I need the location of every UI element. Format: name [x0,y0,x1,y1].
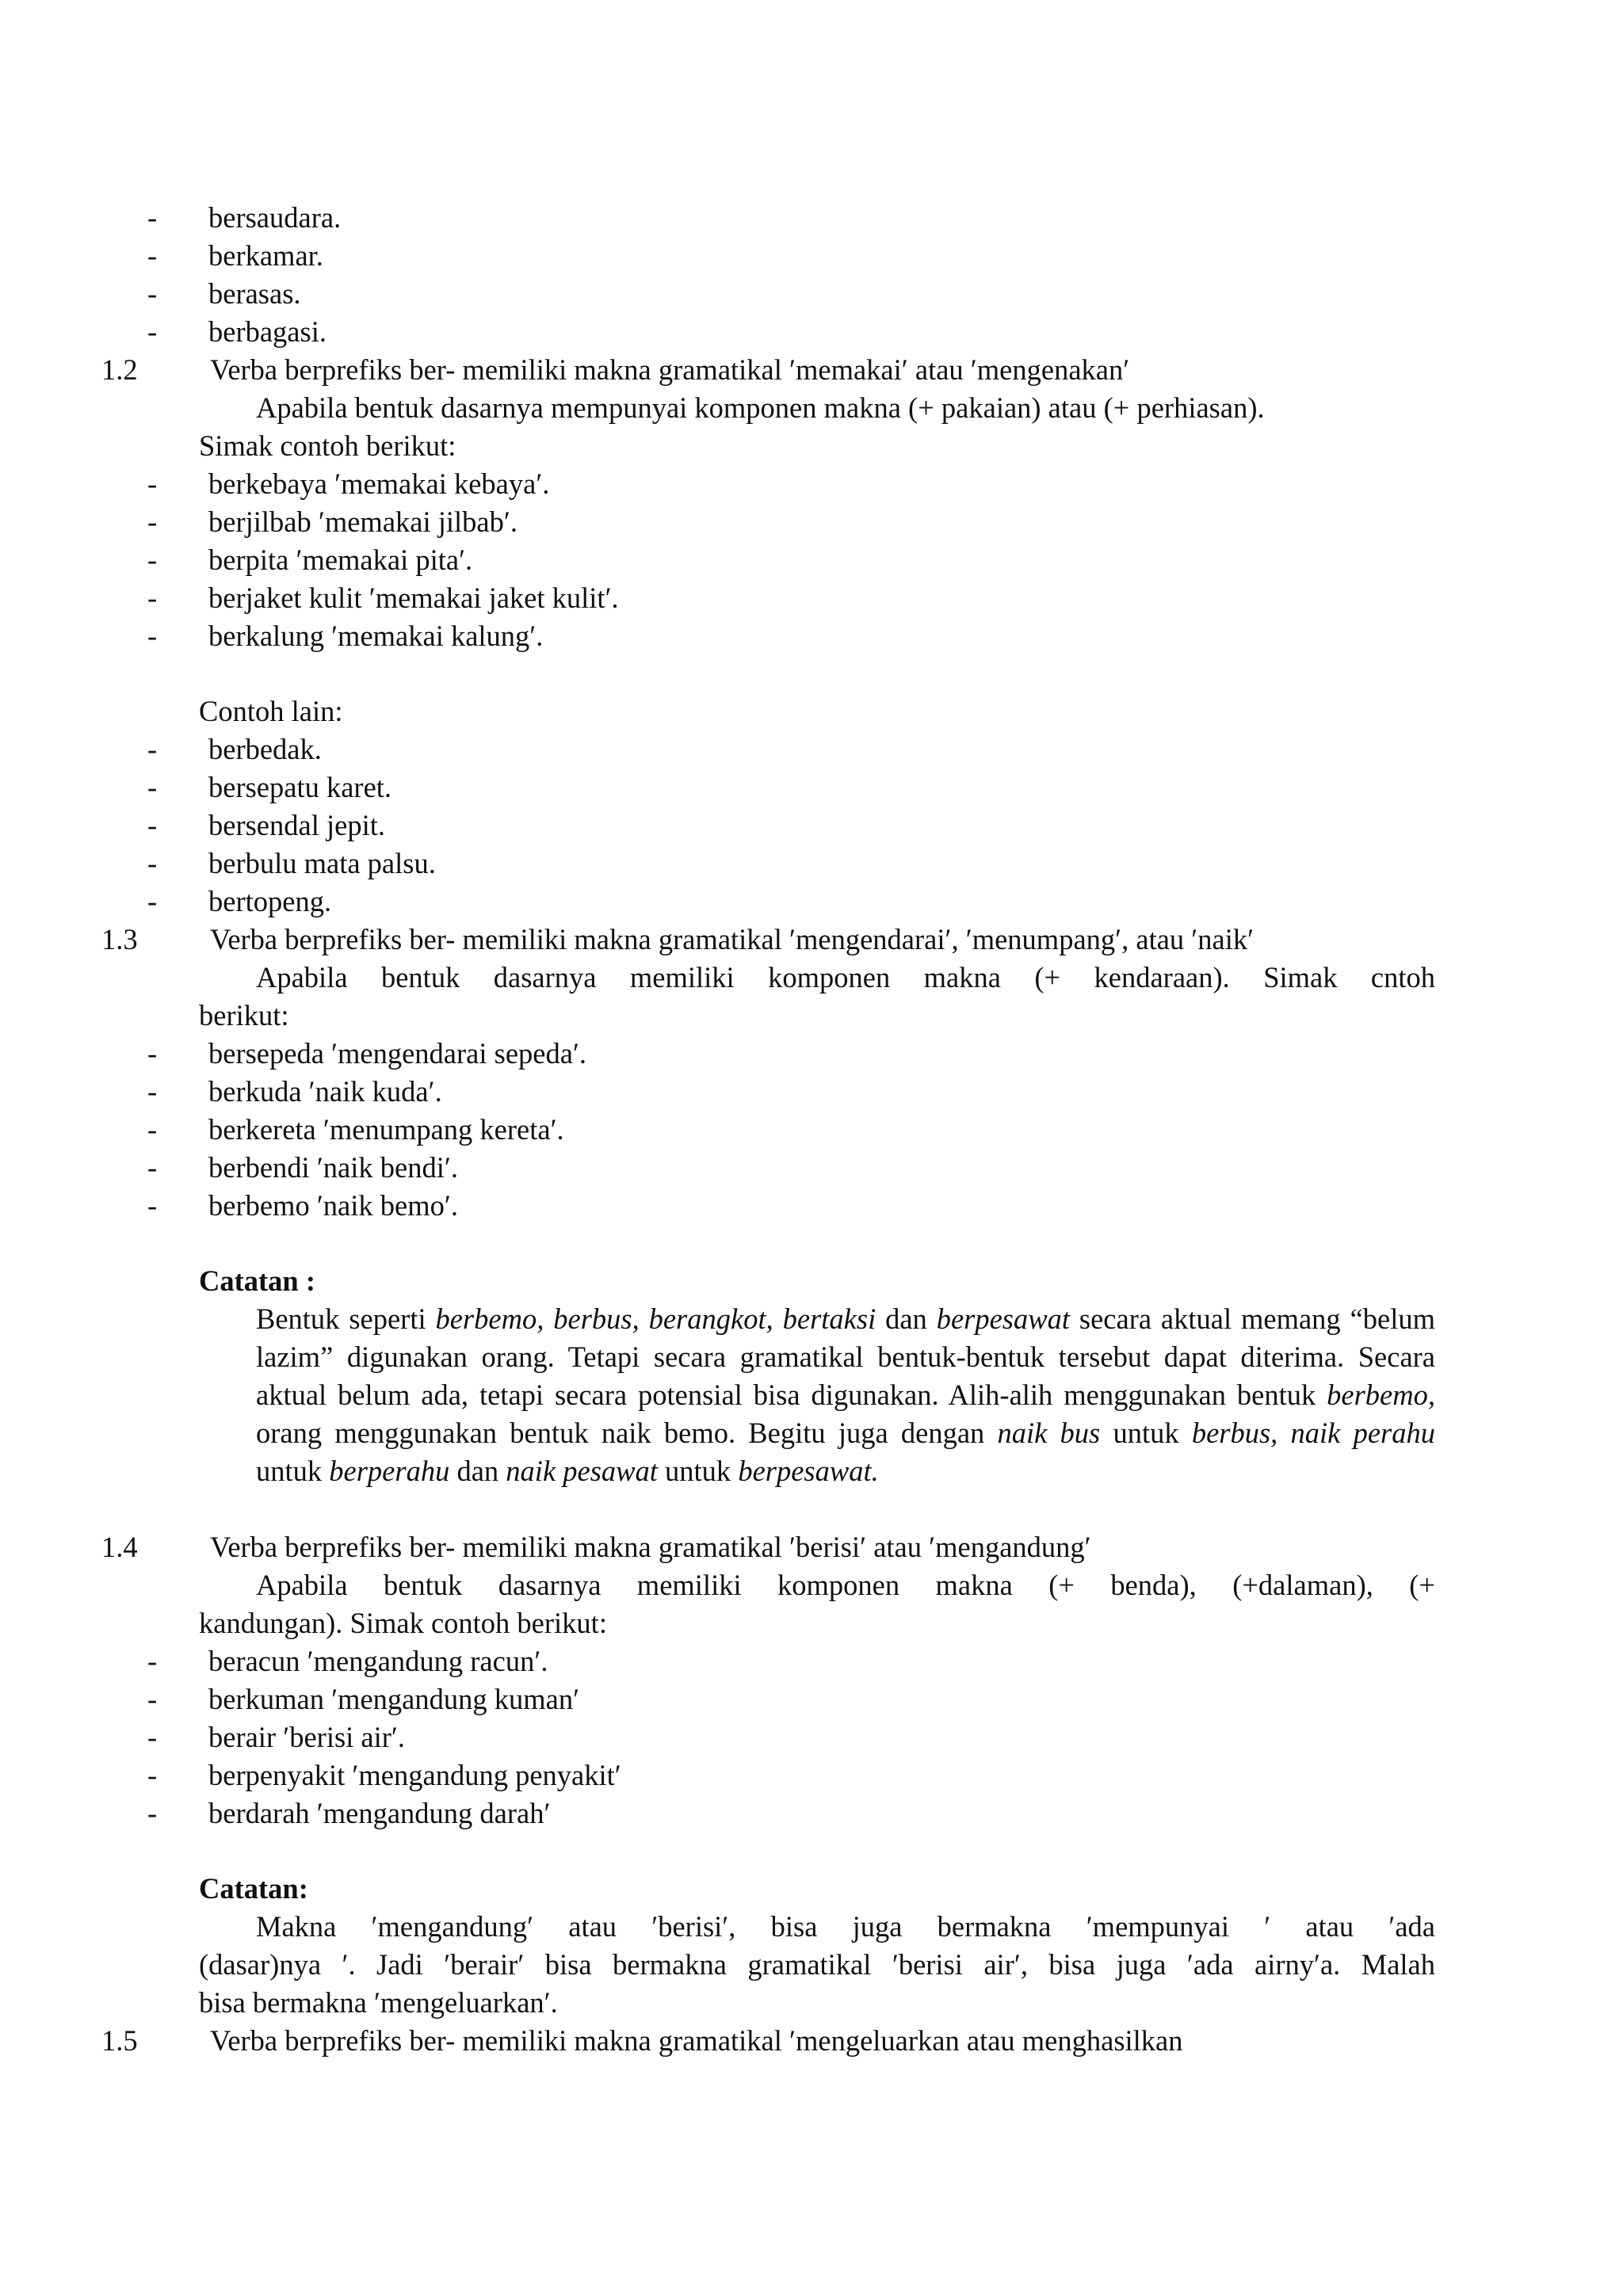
section-title: Verba berprefiks ber- memiliki makna gramatikal ′berisi′ atau ′mengandung′ [210,1531,1091,1563]
list-item: berbulu mata palsu. [208,847,436,879]
section-number: 1.4 [101,1531,138,1563]
bullet-dash: - [147,201,158,234]
paragraph-line: berikut: [199,999,289,1032]
bullet-dash: - [147,1189,158,1222]
bullet-dash: - [147,771,158,803]
list-item: berjaket kulit ′memakai jaket kulit′. [208,582,619,614]
paragraph-line: Apabila bentuk dasarnya memiliki komponen makna (+ kendaraan). Simak cntoh [256,961,1435,994]
note-line: Makna ′mengandung′ atau ′berisi′, bisa juga bermakna ′mempunyai ′ atau ′ada [256,1910,1435,1943]
paragraph-line: Simak contoh berikut: [199,429,456,462]
list-item: berkalung ′memakai kalung′. [208,620,544,652]
bullet-dash: - [147,733,158,765]
list-item: beracun ′mengandung racun′. [208,1645,548,1677]
section-number: 1.5 [101,2024,138,2057]
list-item: berbendi ′naik bendi′. [208,1151,458,1184]
paragraph-line: Apabila bentuk dasarnya mempunyai komponen makna (+ pakaian) atau (+ perhiasan). [256,391,1265,424]
bullet-dash: - [147,277,158,310]
list-item: berbemo ′naik bemo′. [208,1189,458,1222]
list-item: berasas. [208,277,301,310]
list-item: berkuda ′naik kuda′. [208,1075,442,1108]
bullet-dash: - [147,847,158,879]
list-item: bersepeda ′mengendarai sepeda′. [208,1037,587,1070]
note-paragraph [199,1300,1435,1490]
bullet-dash: - [147,1151,158,1184]
bullet-dash: - [147,1645,158,1677]
example-label: Contoh lain: [199,695,343,727]
list-item: berbagasi. [208,315,327,348]
list-item: bertopeng. [208,885,332,917]
bullet-dash: - [147,1075,158,1108]
list-item: berpita ′memakai pita′. [208,543,473,576]
list-item: berdarah ′mengandung darah′ [208,1797,551,1829]
note-paragraph [199,1908,1435,2022]
note-title: Catatan: [199,1872,308,1905]
bullet-dash: - [147,315,158,348]
section-paragraph [199,959,1435,1035]
section-number: 1.2 [101,353,138,386]
bullet-dash: - [147,1683,158,1715]
list-item: berkamar. [208,239,323,272]
bullet-dash: - [147,1721,158,1753]
bullet-dash: - [147,885,158,917]
section-paragraph [199,1566,1435,1642]
note-line: bisa bermakna ′mengeluarkan′. [199,1986,558,2019]
list-item: berair ′berisi air′. [208,1721,406,1753]
bullet-dash: - [147,809,158,841]
section-title: Verba berprefiks ber- memiliki makna gramatikal ′mengendarai′, ′menumpang′, atau ′naik′ [210,923,1254,955]
section-number: 1.3 [101,923,138,955]
paragraph-line: Apabila bentuk dasarnya memiliki komponen makna (+ benda), (+dalaman), (+ [256,1569,1435,1601]
section-paragraph [199,389,1435,465]
bullet-dash: - [147,620,158,652]
section-title: Verba berprefiks ber- memiliki makna gramatikal ′memakai′ atau ′mengenakan′ [210,353,1130,386]
paragraph-line: kandungan). Simak contoh berikut: [199,1607,607,1639]
note-title: Catatan : [199,1264,315,1297]
list-item: berpenyakit ′mengandung penyakit′ [208,1759,621,1791]
list-item: bersepatu karet. [208,771,392,803]
list-item: berjilbab ′memakai jilbab′. [208,505,517,538]
list-item: bersendal jepit. [208,809,385,841]
bullet-dash: - [147,582,158,614]
note-line: (dasar)nya ′. Jadi ′berair′ bisa bermakna gramatikal ′berisi air′, bisa juga ′ada airny′a. Malah [199,1948,1435,1981]
list-item: bersaudara. [208,201,342,234]
list-item: berkuman ′mengandung kuman′ [208,1683,580,1715]
bullet-dash: - [147,505,158,538]
bullet-dash: - [147,543,158,576]
bullet-dash: - [147,467,158,500]
bullet-dash: - [147,1759,158,1791]
note-text: Bentuk seperti berbemo, berbus, berangkot, bertaksi dan berpesawat secara aktual memang “belum lazim” digunakan orang. Tetapi secara gramatikal bentuk-bentuk tersebut dapat diterima. Secara aktual belum ada, tetapi secara potensial bisa digunakan. Alih-alih menggunakan bentuk berbemo, orang menggunakan bentuk naik bemo. Begitu juga dengan naik bus untuk berbus, naik perahu untuk berperahu dan naik pesawat untuk berpesawat. [256,1302,1436,1487]
bullet-dash: - [147,1037,158,1070]
bullet-dash: - [147,239,158,272]
section-title: Verba berprefiks ber- memiliki makna gramatikal ′mengeluarkan atau menghasilkan [210,2024,1183,2057]
list-item: berkebaya ′memakai kebaya′. [208,467,550,500]
bullet-dash: - [147,1113,158,1146]
list-item: berkereta ′menumpang kereta′. [208,1113,564,1146]
list-item: berbedak. [208,733,322,765]
bullet-dash: - [147,1797,158,1829]
